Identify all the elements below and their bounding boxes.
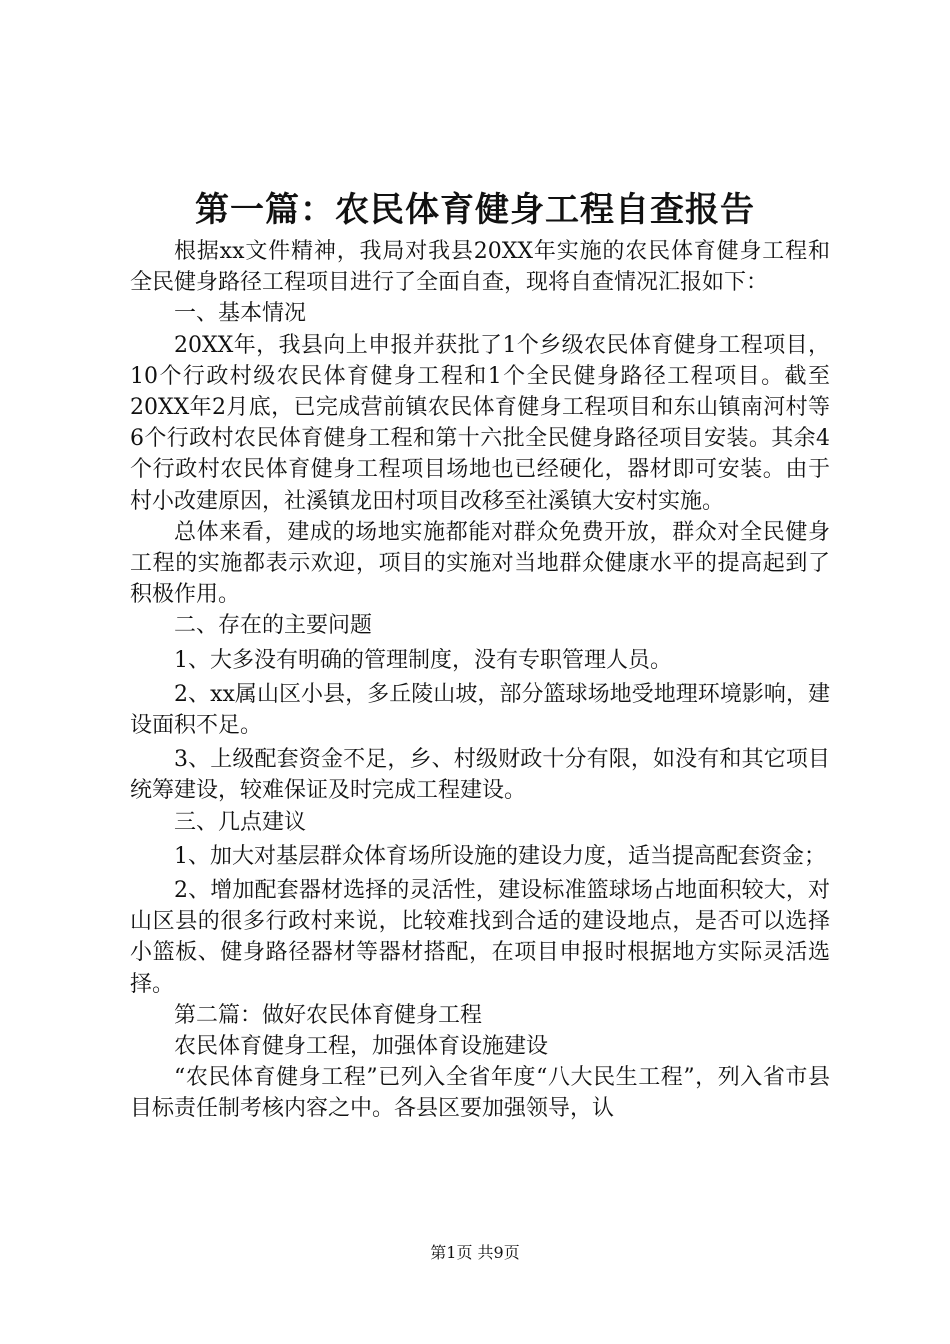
paragraph-overall: 总体来看，建成的场地实施都能对群众免费开放，群众对全民健身工程的实施都表示欢迎，项目的实施对当地群众健康水平的提高起到了积极作用。 (130, 519, 830, 608)
problem-item-3: 3、上级配套资金不足，乡、村级财政十分有限，如没有和其它项目统筹建设，较难保证及时完成工程建设。 (130, 747, 830, 804)
problem-item-1: 1、大多没有明确的管理制度，没有专职管理人员。 (174, 647, 672, 673)
paragraph-part-two-subtitle: 农民体育健身工程，加强体育设施建设 (174, 1034, 549, 1060)
paragraph-basic-situation: 20XX年，我县向上申报并获批了1个乡级农民体育健身工程项目，10个行政村级农民体育健身工程和1个全民健身路径工程项目。截至20XX年2月底，已完成营前镇农民体育健身工程项目和东山镇南河村等6个行政村农民体育健身工程和第十六批全民健身路径项目安装。其余4个行政村农民体育健身工程项目场地也已经硬化，器材即可安装。由于村小改建原因，社溪镇龙田村项目改移至社溪镇大安村实施。 (130, 332, 830, 514)
suggestion-item-1: 1、加大对基层群众体育场所设施的建设力度，适当提高配套资金； (174, 843, 826, 869)
paragraph-intro: 根据xx文件精神，我局对我县20XX年实施的农民体育健身工程和全民健身路径工程项目进行了全面自查，现将自查情况汇报如下： (130, 239, 830, 296)
paragraph-part-two-body: “农民体育健身工程”已列入全省年度“八大民生工程”，列入省市县目标责任制考核内容之中。各县区要加强领导，认 (130, 1065, 830, 1122)
section-heading-part-two: 第二篇：做好农民体育健身工程 (174, 1002, 483, 1028)
suggestion-item-2: 2、增加配套器材选择的灵活性，建设标准篮球场占地面积较大，对山区县的很多行政村来说，比较难找到合适的建设地点，是否可以选择小篮板、健身路径器材等器材搭配，在项目申报时根据地方实际灵活选择。 (130, 878, 830, 997)
page-footer: 第1页 共9页 (430, 1243, 520, 1262)
section-heading-suggestions: 三、几点建议 (174, 809, 307, 835)
problem-item-2: 2、xx属山区小县，多丘陵山坡，部分篮球场地受地理环境影响，建设面积不足。 (130, 681, 830, 739)
document-body (130, 236, 830, 1125)
document-title: 第一篇：农民体育健身工程自查报告 (195, 190, 755, 230)
section-heading-problems: 二、存在的主要问题 (174, 613, 373, 639)
section-heading-basic-situation: 一、基本情况 (174, 301, 307, 327)
